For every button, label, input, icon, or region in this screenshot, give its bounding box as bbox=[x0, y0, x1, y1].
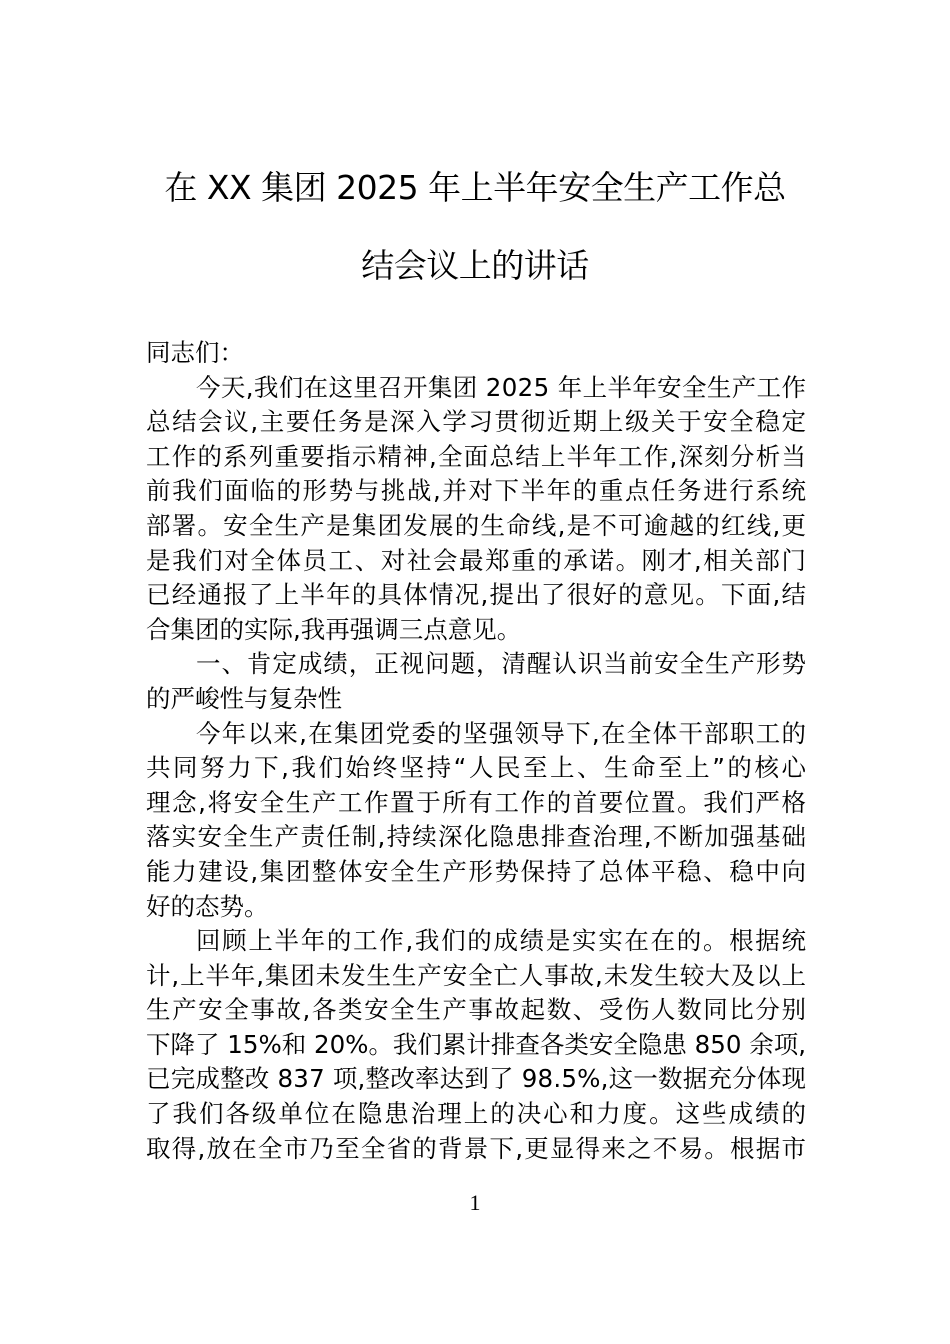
body-line: 了我们各级单位在隐患治理上的决心和力度。这些成绩的 bbox=[146, 1099, 808, 1129]
body-line: 理念,将安全生产工作置于所有工作的首要位置。我们严格 bbox=[146, 787, 808, 817]
body-line: 今天,我们在这里召开集团 2025 年上半年安全生产工作 bbox=[196, 372, 807, 402]
salutation: 同志们： bbox=[146, 338, 244, 367]
section-heading-line: 的严峻性与复杂性 bbox=[146, 683, 342, 713]
section-heading-line: 一、肯定成绩，正视问题，清醒认识当前安全生产形势 bbox=[196, 649, 807, 679]
body-line: 取得,放在全市乃至全省的背景下,更显得来之不易。根据市 bbox=[146, 1133, 808, 1163]
body-line: 前我们面临的形势与挑战,并对下半年的重点任务进行系统 bbox=[146, 476, 808, 506]
body-line: 下降了 15%和 20%。我们累计排查各类安全隐患 850 余项, bbox=[146, 1029, 806, 1059]
body-line: 好的态势。 bbox=[146, 891, 269, 921]
body-line: 已经通报了上半年的具体情况,提出了很好的意见。下面,结 bbox=[146, 580, 808, 610]
body-line: 今年以来,在集团党委的坚强领导下,在全体干部职工的 bbox=[196, 718, 808, 748]
title-line-2: 结会议上的讲话 bbox=[361, 246, 589, 285]
page-number: 1 bbox=[469, 1190, 481, 1215]
body-line: 是我们对全体员工、对社会最郑重的承诺。刚才,相关部门 bbox=[146, 545, 808, 575]
title-line-1: 在 XX 集团 2025 年上半年安全生产工作总 bbox=[164, 168, 786, 207]
body-line: 总结会议,主要任务是深入学习贯彻近期上级关于安全稳定 bbox=[146, 407, 808, 437]
body-line: 能力建设,集团整体安全生产形势保持了总体平稳、稳中向 bbox=[146, 856, 808, 886]
body-line: 合集团的实际,我再强调三点意见。 bbox=[146, 614, 522, 644]
document-title bbox=[120, 168, 830, 286]
body-line: 部署。安全生产是集团发展的生命线,是不可逾越的红线,更 bbox=[146, 510, 808, 540]
body-line: 计,上半年,集团未发生生产安全亡人事故,未发生较大及以上 bbox=[146, 960, 807, 990]
document-body bbox=[146, 336, 809, 1166]
body-line: 回顾上半年的工作,我们的成绩是实实在在的。根据统 bbox=[196, 926, 808, 956]
body-line: 工作的系列重要指示精神,全面总结上半年工作,深刻分析当 bbox=[146, 441, 808, 471]
body-line: 生产安全事故,各类安全生产事故起数、受伤人数同比分别 bbox=[146, 995, 808, 1025]
body-line: 共同努力下,我们始终坚持“人民至上、生命至上”的核心 bbox=[146, 753, 809, 783]
body-line: 已完成整改 837 项,整改率达到了 98.5%,这一数据充分体现 bbox=[146, 1064, 807, 1094]
body-line: 落实安全生产责任制,持续深化隐患排查治理,不断加强基础 bbox=[146, 822, 808, 852]
